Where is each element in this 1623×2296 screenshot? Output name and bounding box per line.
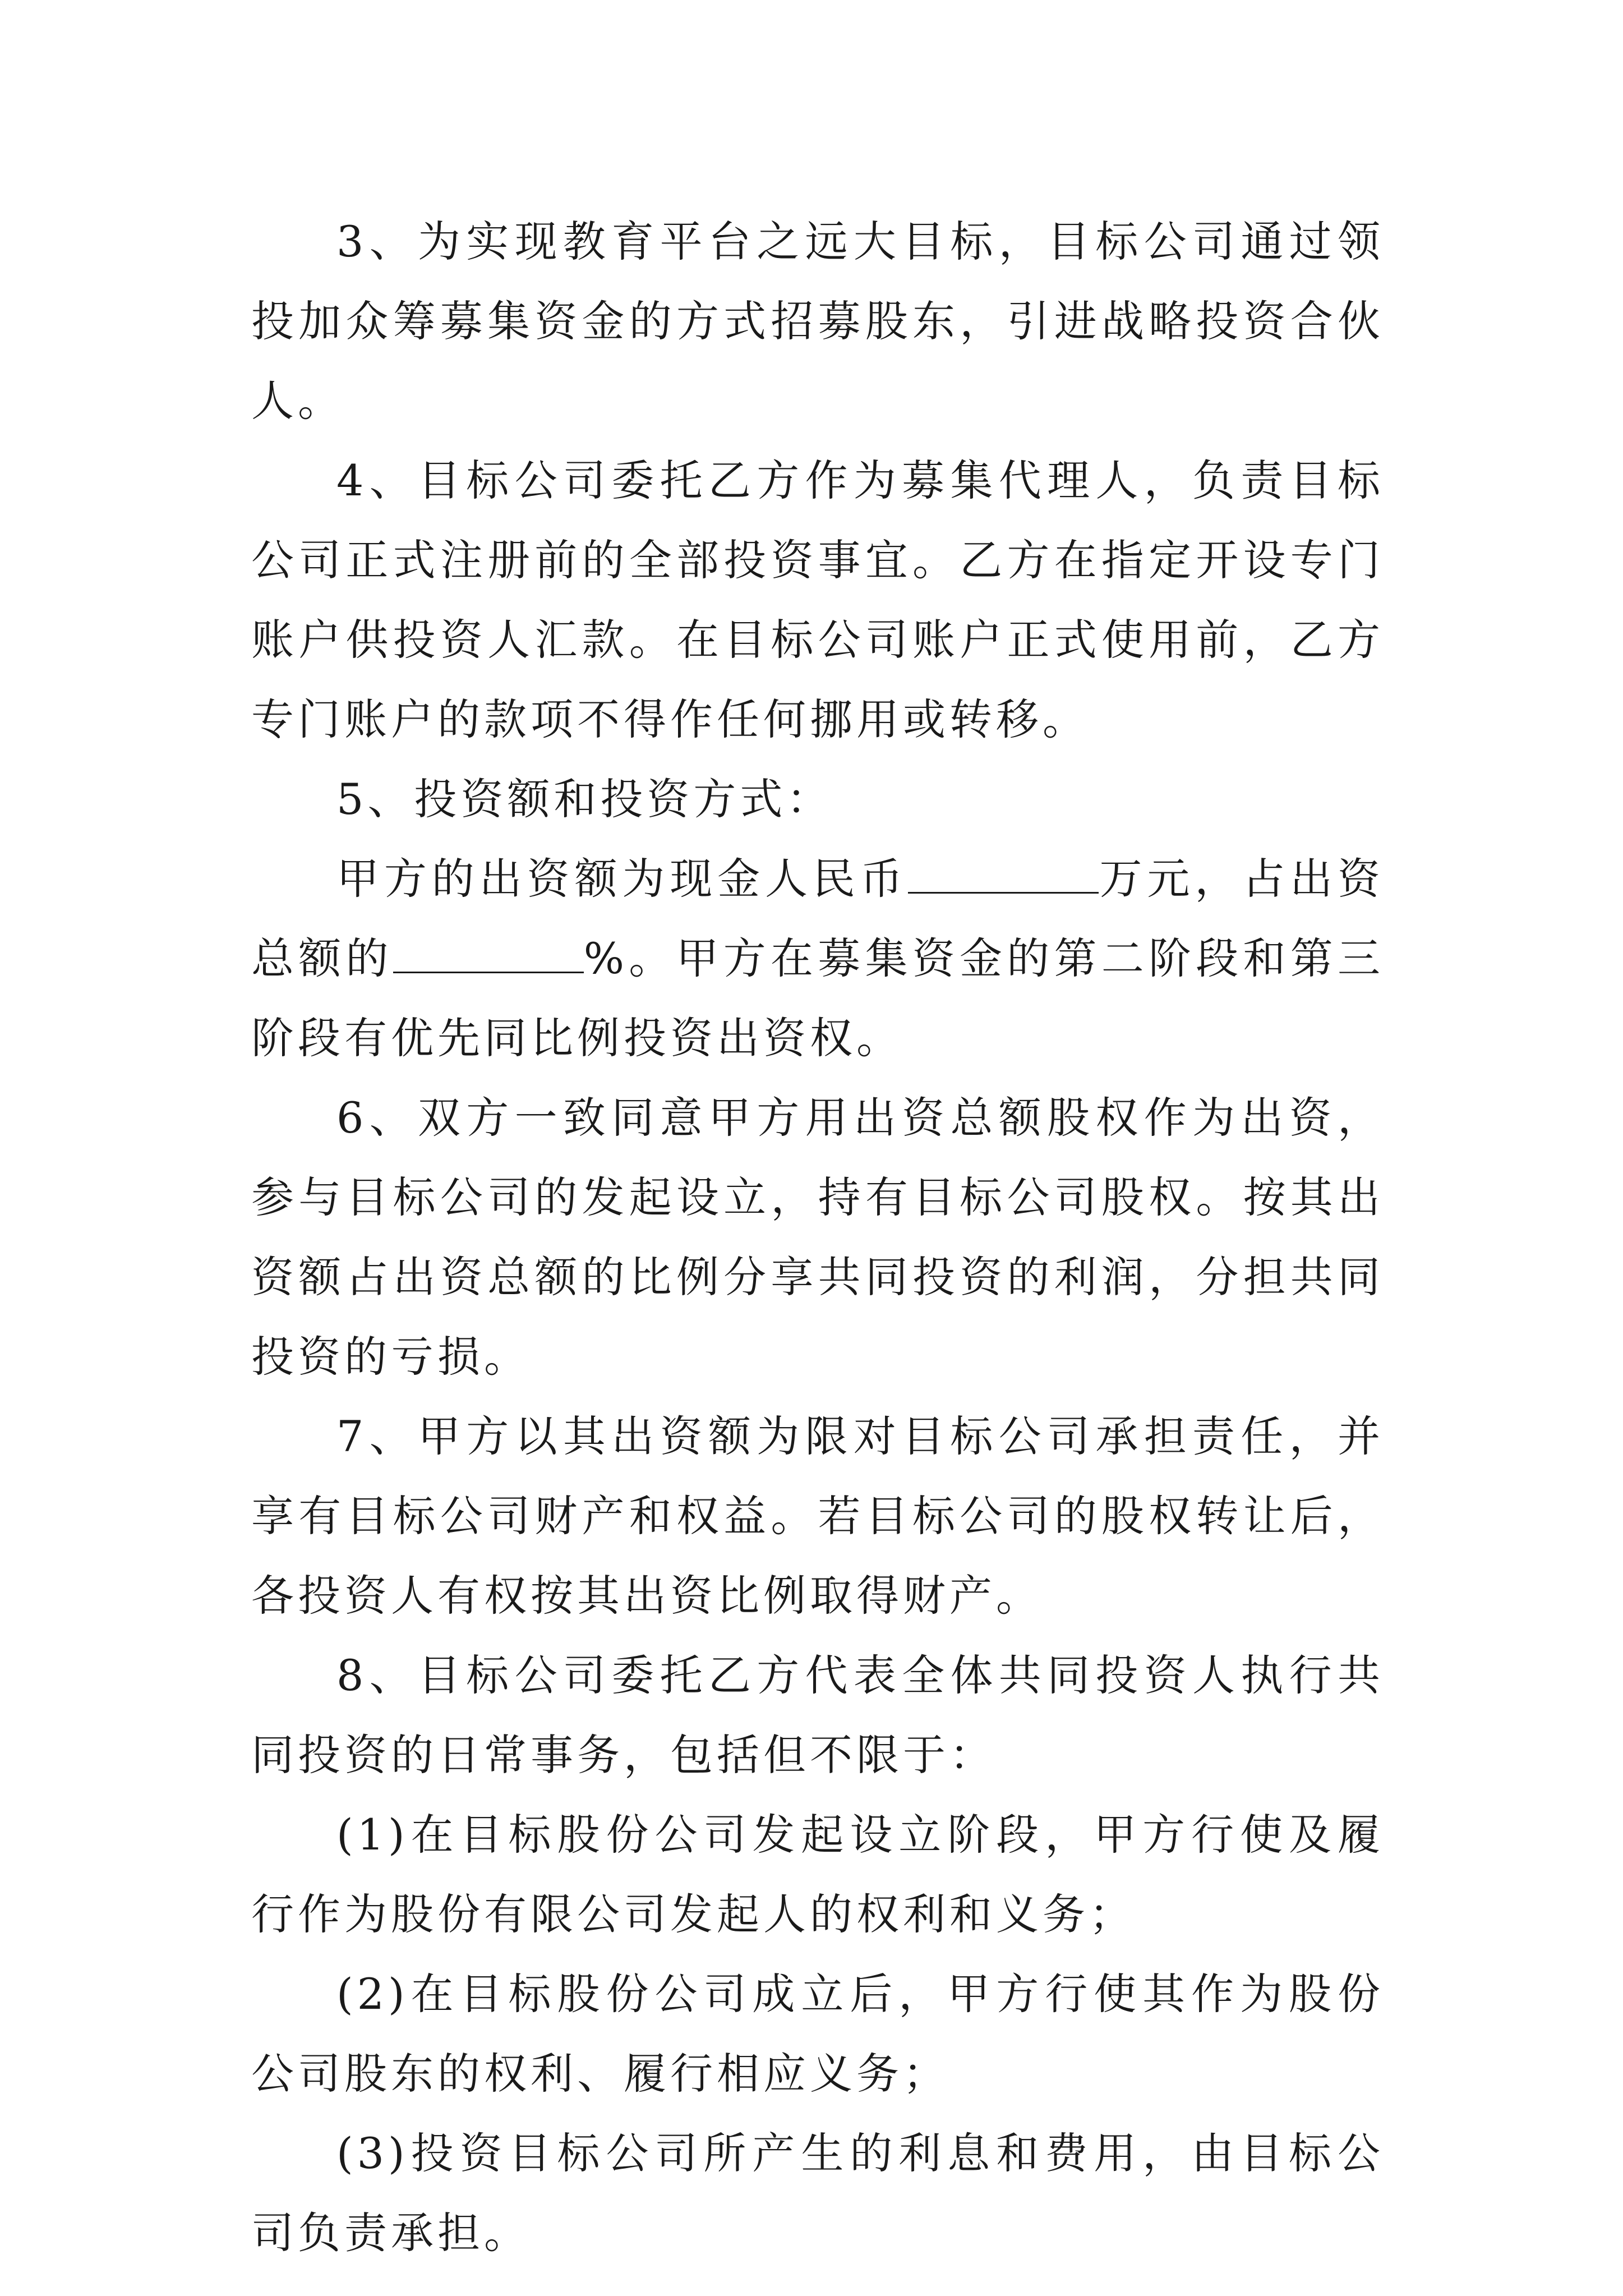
paragraph-5-part-a: 甲方的出资额为现金人民币: [336, 854, 908, 904]
list-item-2: (2)在目标股份公司成立后，甲方行使其作为股份公司股东的权利、履行相应义务；: [251, 1969, 1384, 2099]
list-item-1: (1)在目标股份公司发起设立阶段，甲方行使及履行作为股份有限公司发起人的权利和义务；: [251, 1810, 1384, 1939]
paragraph-5-part-b: 万元，占出资总额的: [251, 854, 1385, 983]
paragraph-6: 6、双方一致同意甲方用出资总额股权作为出资，参与目标公司的发起设立，持有目标公司股权。按其出资额占出资总额的比例分享共同投资的利润，分担共同投资的亏损。: [251, 1093, 1384, 1382]
paragraph-4: 4、目标公司委托乙方作为募集代理人，负责目标公司正式注册前的全部投资事宜。乙方在指定开设专门账户供投资人汇款。在目标公司账户正式使用前，乙方专门账户的款项不得作任何挪用或转移。: [251, 455, 1384, 744]
paragraph-5-heading: 5、投资额和投资方式：: [336, 774, 833, 824]
percent-blank-line: [393, 938, 584, 973]
amount-blank-line: [908, 858, 1099, 894]
paragraph-3: 3、为实现教育平台之远大目标，目标公司通过领投加众筹募集资金的方式招募股东，引进战略投资合伙人。: [251, 217, 1384, 426]
document-body: [251, 202, 1384, 2273]
list-item-3: (3)投资目标公司所产生的利息和费用，由目标公司负责承担。: [251, 2128, 1384, 2258]
paragraph-5-body: [251, 839, 1384, 1078]
paragraph-5-part-c: %。甲方在募集资金的第二阶段和第三阶段有优先同比例投资出资权。: [251, 933, 1385, 1063]
paragraph-8: 8、目标公司委托乙方代表全体共同投资人执行共同投资的日常事务，包括但不限于：: [251, 1650, 1384, 1780]
paragraph-7: 7、甲方以其出资额为限对目标公司承担责任，并享有目标公司财产和权益。若目标公司的股权转让后，各投资人有权按其出资比例取得财产。: [251, 1411, 1384, 1621]
